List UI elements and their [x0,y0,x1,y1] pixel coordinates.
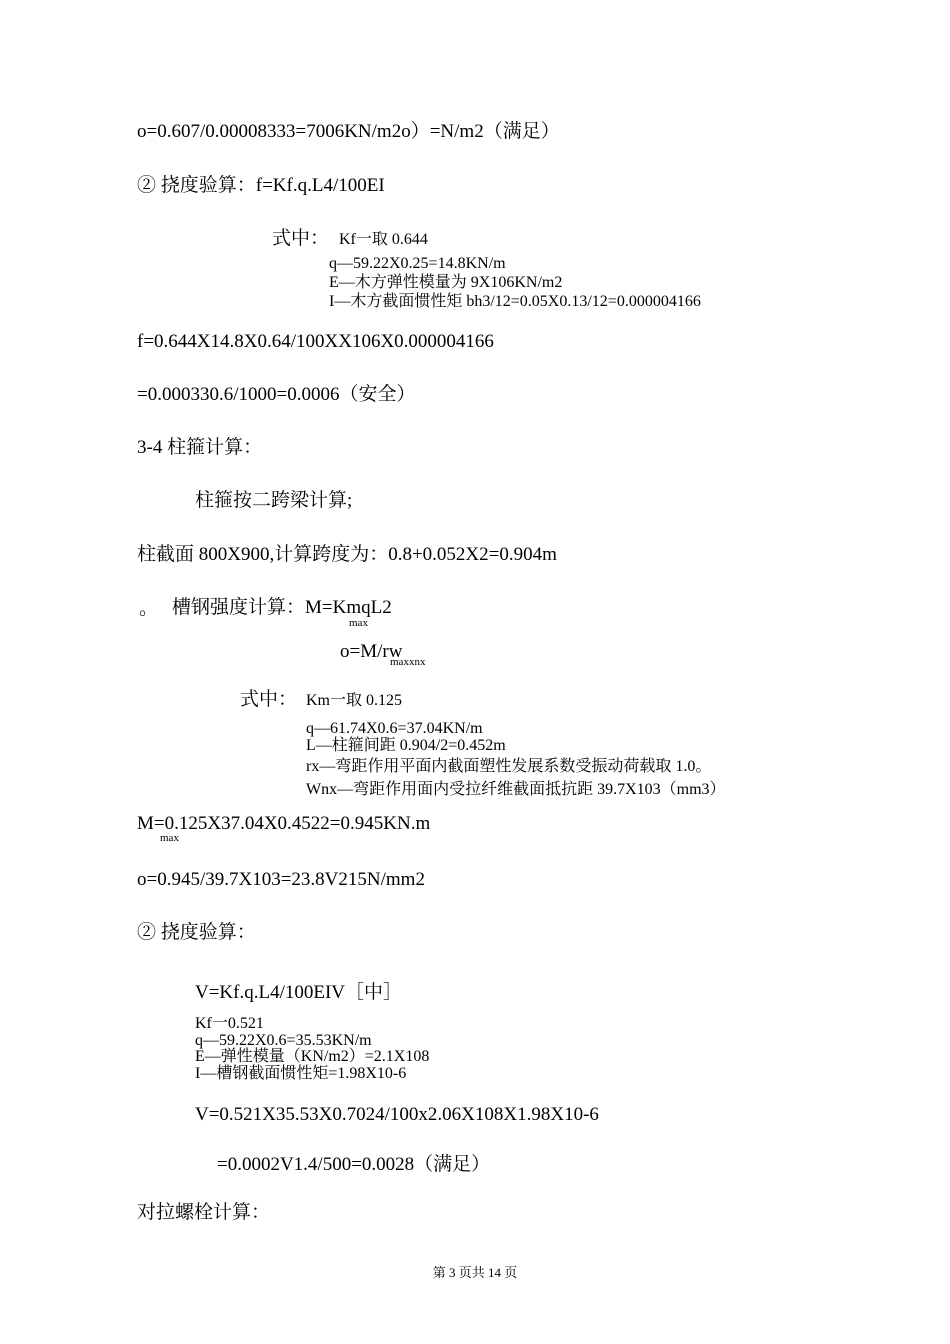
where-label: 式中： [272,228,330,249]
page-footer: 第 3 页共 14 页 [432,1265,518,1280]
rx-definition: rx—弯距作用平面内截面塑性发展系数受振动荷载取 1.0。 [306,758,712,775]
i-value: I—槽钢截面惯性矩=1.98X10-6 [195,1065,407,1082]
stress-result: o=0.945/39.7X103=23.8V215N/mm2 [137,869,425,890]
moment-subscript: max [160,832,179,844]
bolt-heading: 对拉螺栓计算： [137,1202,271,1223]
deflection-calc: f=0.644X14.8X0.64/100XX106X0.000004166 [137,331,494,352]
channel-strength-heading: 槽钢强度计算：M=KmqL2 [172,597,392,618]
wnx-definition: Wnx—弯距作用面内受拉纤维截面抵抗距 39.7X103（mm3） [306,781,726,798]
kf-definition: Kf一取 0.644 [339,231,428,248]
i-definition: I—木方截面惯性矩 bh3/12=0.05X0.13/12=0.000004166 [329,293,701,310]
max-subscript: max [349,617,368,629]
deflection-heading: ② 挠度验算：f=Kf.q.L4/100EI [137,175,385,196]
q-definition-2: q—61.74X0.6=37.04KN/m [306,720,483,737]
deflection-result: =0.000330.6/1000=0.0006（安全） [137,384,416,405]
deflection-formula-2: V=Kf.q.L4/100EIV［中］ [195,982,403,1003]
e-definition: E—木方弹性模量为 9X106KN/m2 [329,274,563,291]
where-label-2: 式中： [240,689,298,710]
kf-value: Kf一0.521 [195,1015,264,1032]
deflection-calc-2: V=0.521X35.53X0.7024/100x2.06X108X1.98X10-6 [195,1104,599,1125]
column-section-line: 柱截面 800X900,计算跨度为：0.8+0.052X2=0.904m [137,544,557,565]
deflection-result-2: =0.0002V1.4/500=0.0028（满足） [217,1154,491,1175]
deflection-heading-2: ② 挠度验算： [137,922,256,943]
clamp-note: 柱箍按二跨梁计算; [195,490,353,511]
e-value: E—弹性模量（KN/m2）=2.1X108 [195,1048,430,1065]
stress-formula: o=M/rw [340,641,403,662]
stress-subscript: maxxnx [390,656,426,668]
q-definition: q—59.22X0.25=14.8KN/m [329,255,506,272]
bullet: 。 [139,598,159,619]
km-definition: Km一取 0.125 [306,692,403,709]
section-heading-column-clamp: 3-4 柱箍计算： [137,437,263,458]
moment-calc: M=0.125X37.04X0.4522=0.945KN.m [137,813,431,834]
formula-stress-line: o=0.607/0.00008333=7006KN/m2o）=N/m2（满足） [137,121,560,142]
l-definition: L—柱箍间距 0.904/2=0.452m [306,737,506,754]
q-value: q—59.22X0.6=35.53KN/m [195,1032,372,1049]
